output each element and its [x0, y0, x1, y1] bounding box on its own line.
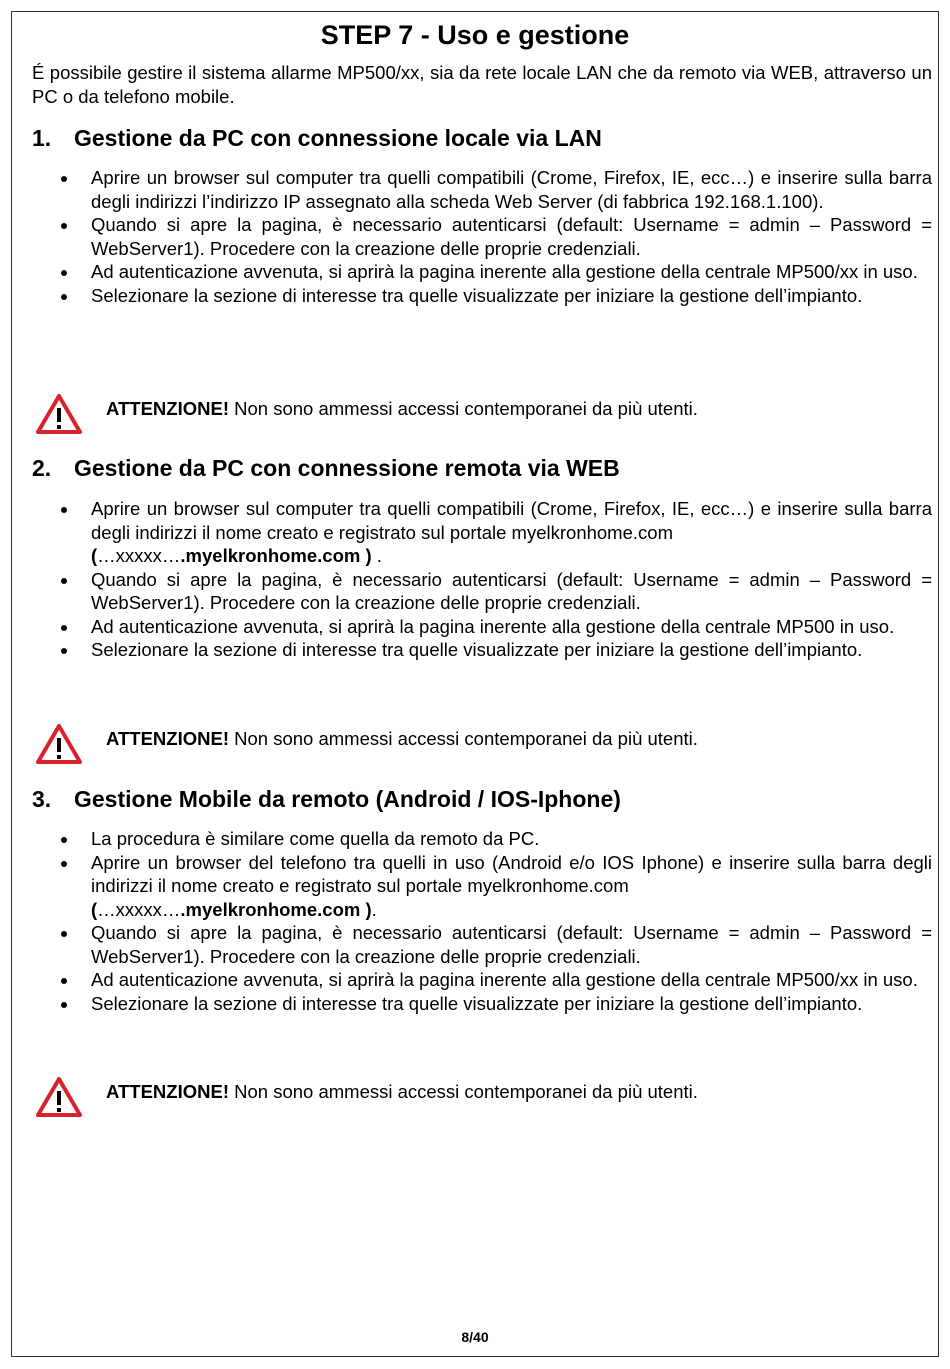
intro-paragraph: É possibile gestire il sistema allarme MP500/xx, sia da rete locale LAN che da remoto via WEB, attraverso un PC o da telefono mobile. [32, 62, 932, 107]
bullet-icon [61, 223, 67, 229]
list-item: Aprire un browser sul computer tra quelli compatibili (Crome, Firefox, IE, ecc…) e inserire sulla barra degli indirizzi il nome creato e registrato sul portale myelkronhome.com (…xxxxx….myelkronhome.com ) . [91, 497, 932, 568]
warning-label: ATTENZIONE! [106, 728, 229, 749]
bullet-icon [61, 978, 67, 984]
bullet-icon [61, 507, 67, 513]
warning-notice [36, 1077, 936, 1119]
bullet-icon [61, 837, 67, 843]
list-item: Ad autenticazione avvenuta, si aprirà la pagina inerente alla gestione della centrale MP500 in uso. [91, 615, 932, 639]
list-item: Aprire un browser del telefono tra quelli in uso (Android e/o IOS Iphone) e inserire sulla barra degli indirizzi il nome creato e registrato sul portale myelkronhome.com (…xxxxx….myelkronhome.com ). [91, 851, 932, 922]
bullet-icon [61, 294, 67, 300]
list-item: Quando si apre la pagina, è necessario autenticarsi (default: Username = admin – Password = WebServer1). Procedere con la creazione delle proprie credenziali. [91, 921, 932, 968]
list-item: Ad autenticazione avvenuta, si aprirà la pagina inerente alla gestione della centrale MP500/xx in uso. [91, 260, 932, 284]
bullet-icon [61, 625, 67, 631]
list-item: Aprire un browser sul computer tra quelli compatibili (Crome, Firefox, IE, ecc…) e inserire sulla barra degli indirizzi l’indirizzo IP assegnato alla scheda Web Server (di fabbrica 192.168.1.100). [91, 166, 932, 213]
list-item: Quando si apre la pagina, è necessario autenticarsi (default: Username = admin – Password = WebServer1). Procedere con la creazione delle proprie credenziali. [91, 213, 932, 260]
section-title: Gestione da PC con connessione remota via WEB [74, 455, 620, 481]
list-item: Selezionare la sezione di interesse tra quelle visualizzate per iniziare la gestione dell’impianto. [91, 284, 932, 308]
section-3-list [0, 827, 950, 1015]
section-title: Gestione da PC con connessione locale via LAN [74, 125, 602, 151]
warning-text: ATTENZIONE! Non sono ammessi accessi contemporanei da più utenti. [106, 398, 698, 419]
section-number: 3. [32, 786, 52, 812]
url-example: (…xxxxx….myelkronhome.com ). [91, 898, 377, 920]
warning-text: ATTENZIONE! Non sono ammessi accessi contemporanei da più utenti. [106, 728, 698, 749]
url-example: (…xxxxx….myelkronhome.com ) . [91, 545, 382, 566]
bullet-icon [61, 648, 67, 654]
bullet-icon [61, 1002, 67, 1008]
bullet-icon [61, 861, 67, 867]
warning-triangle-icon [36, 724, 82, 764]
page-number: 8/40 [461, 1329, 489, 1345]
section-number: 2. [32, 455, 52, 481]
section-title: Gestione Mobile da remoto (Android / IOS-Iphone) [74, 786, 621, 812]
page-title: STEP 7 - Uso e gestione [320, 20, 630, 50]
warning-triangle-icon [36, 394, 82, 434]
section-2-list [0, 497, 950, 662]
warning-label: ATTENZIONE! [106, 1081, 229, 1102]
warning-triangle-icon [36, 1077, 82, 1117]
bullet-icon [61, 270, 67, 276]
section-3-heading [32, 785, 932, 813]
section-1-heading [32, 124, 932, 152]
list-item: Selezionare la sezione di interesse tra quelle visualizzate per iniziare la gestione dell’impianto. [91, 638, 932, 662]
warning-notice [36, 724, 936, 766]
warning-notice [36, 394, 936, 436]
bullet-icon [61, 931, 67, 937]
bullet-icon [61, 176, 67, 182]
list-item: La procedura è similare come quella da remoto da PC. [91, 827, 932, 851]
list-item: Quando si apre la pagina, è necessario autenticarsi (default: Username = admin – Password = WebServer1). Procedere con la creazione delle proprie credenziali. [91, 568, 932, 615]
warning-label: ATTENZIONE! [106, 398, 229, 419]
list-item: Ad autenticazione avvenuta, si aprirà la pagina inerente alla gestione della centrale MP500/xx in uso. [91, 968, 932, 992]
section-number: 1. [32, 125, 52, 151]
section-2-heading [32, 454, 932, 482]
bullet-icon [61, 578, 67, 584]
warning-text: ATTENZIONE! Non sono ammessi accessi contemporanei da più utenti. [106, 1081, 698, 1102]
list-item: Selezionare la sezione di interesse tra quelle visualizzate per iniziare la gestione dell’impianto. [91, 992, 932, 1016]
section-1-list [0, 166, 950, 307]
